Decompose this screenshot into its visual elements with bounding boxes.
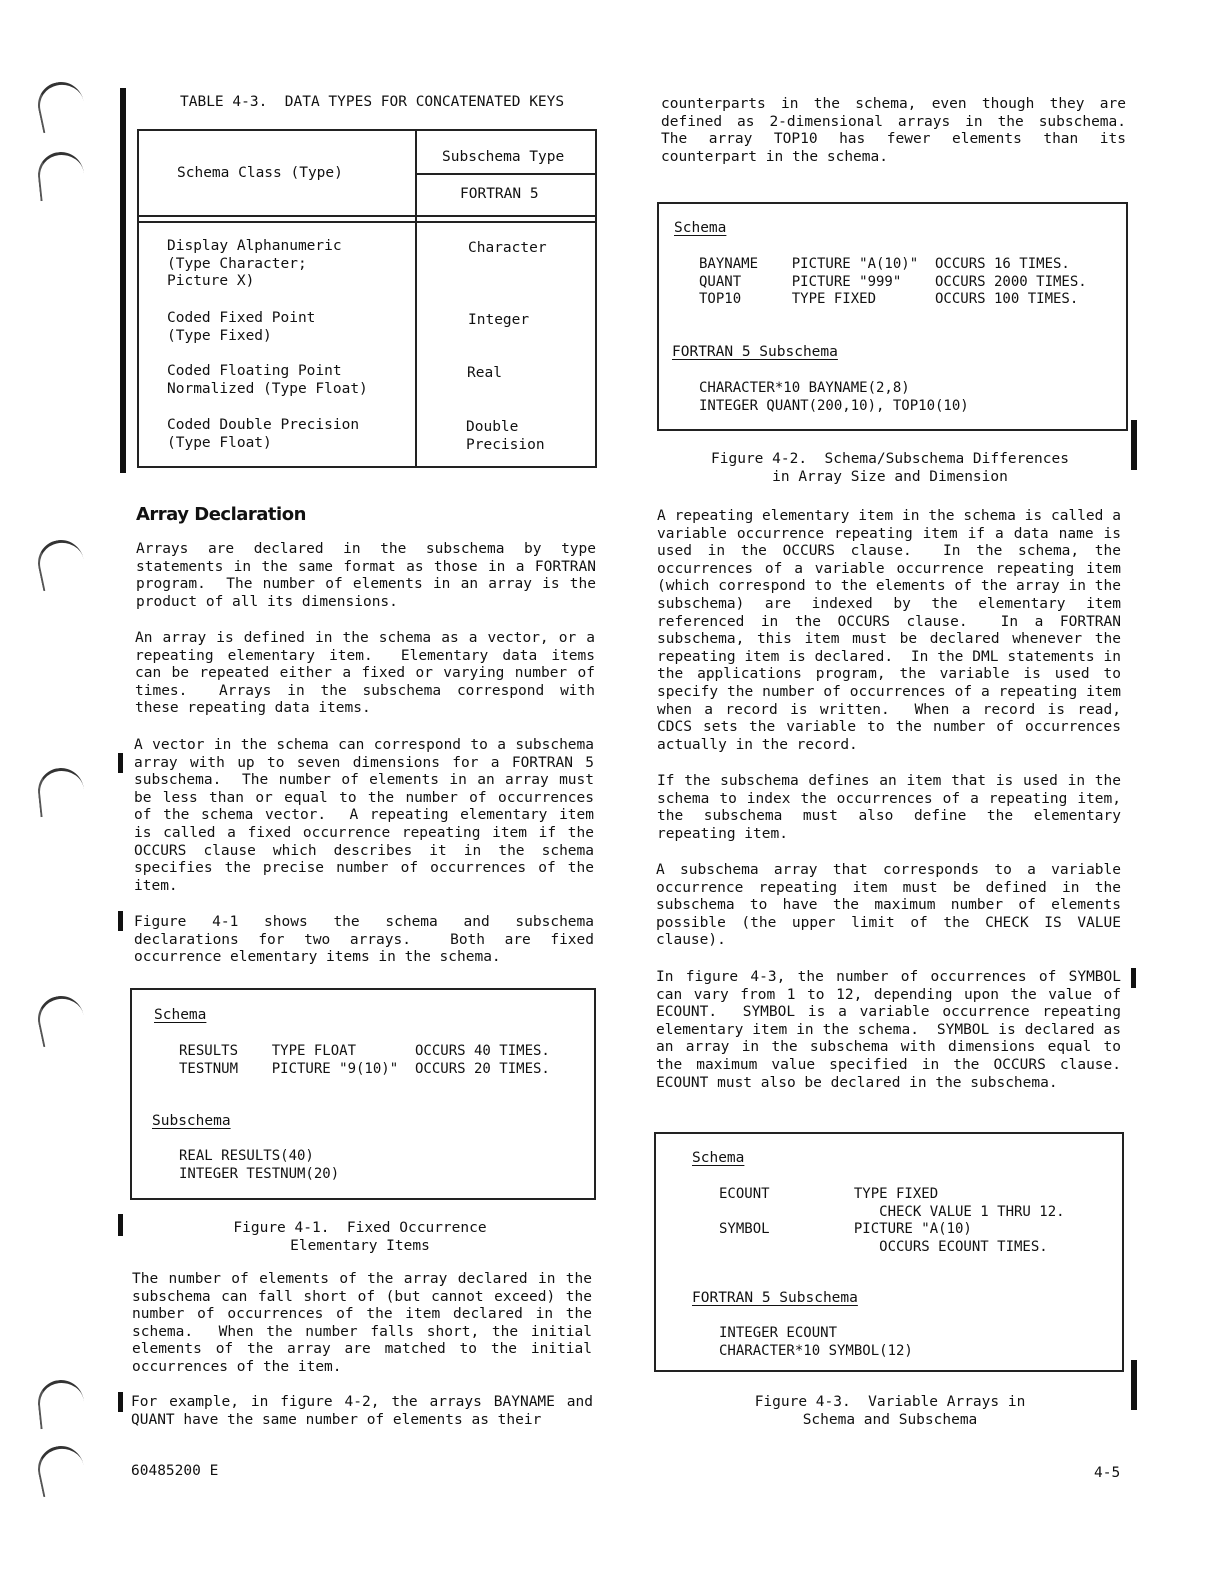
figure-4-2-box	[657, 202, 1128, 431]
figure-subschema-label: FORTRAN 5 Subschema	[692, 1290, 858, 1306]
paragraph: In figure 4-3, the number of occurrences of SYMBOL can vary from 1 to 12, depending upon the value of ECOUNT. SYMBOL is a variable occurrence repeating elementary item in the schema. SYMBOL is declared as an array in the subschema with dimensions equal to the maximum value specified in the OCCURS clause. ECOUNT must also be declared in the subschema.	[656, 969, 1139, 1091]
change-bar	[118, 911, 123, 931]
figure-4-1-box	[130, 988, 596, 1200]
binder-hole-mark	[34, 1442, 89, 1498]
paragraph: For example, in figure 4-2, the arrays BAYNAME and QUANT have the same number of elements as their	[131, 1394, 602, 1428]
data-types-table	[137, 129, 597, 468]
table-cell-schema: Coded Double Precision (Type Float)	[167, 417, 360, 451]
table-header-subschema-type: Subschema Type	[442, 149, 565, 165]
binder-hole-mark	[36, 766, 87, 818]
document-number: 60485200 E	[131, 1463, 219, 1479]
paragraph: A vector in the schema can correspond to a subschema array with up to seven dimensions for a FORTRAN 5 subschema. The number of elements in an array must be less than or equal to the number of occurrences of the schema vector. A repeating elementary item is called a fixed occurrence repeating item if the OCCURS clause which describes it in the schema specifies the precise number of occurrences of the item.	[134, 737, 603, 894]
figure-caption: Figure 4-3. Variable Arrays in Schema and Subschema	[754, 1394, 1026, 1428]
figure-subschema-code: REAL RESULTS(40) INTEGER TESTNUM(20)	[179, 1148, 340, 1182]
figure-subschema-code: CHARACTER*10 BAYNAME(2,8) INTEGER QUANT(200,10), TOP10(10)	[699, 380, 969, 414]
change-bar	[118, 1214, 123, 1236]
binder-hole-mark	[36, 150, 87, 202]
table-cell-schema: Display Alphanumeric (Type Character; Picture X)	[167, 238, 342, 290]
paragraph: The number of elements of the array declared in the subschema can fall short of (but cannot exceed) the number of occurrences of the item declared in the schema. When the number falls short, the initial elements of the array are matched to the initial occurrences of the item.	[132, 1271, 601, 1375]
change-bar	[1131, 420, 1137, 470]
change-bar	[1131, 1360, 1137, 1410]
paragraph: A repeating elementary item in the schema is called a variable occurrence repeating item if a data name is used in the OCCURS clause. In the schema, the occurrences of a variable occurrence repeating item (which correspond to the elements of the array in the subschema) are indexed by the elementary item referenced in the OCCURS clause. In a FORTRAN subschema, this item must be declared whenever the repeating item is declared. In the DML statements in the applications program, the variable is used to specify the number of occurrences of a repeating item when a record is written. When a record is read, CDCS sets the variable to the number of occurrences actually in the record.	[657, 508, 1130, 753]
figure-4-3-box	[654, 1132, 1124, 1372]
figure-subschema-code: INTEGER ECOUNT CHARACTER*10 SYMBOL(12)	[719, 1325, 913, 1359]
table-cell-subschema: Real	[467, 365, 502, 381]
change-bar	[120, 88, 126, 473]
paragraph: Arrays are declared in the subschema by type statements in the same format as those in a FORTRAN program. The number of elements in an array is the product of all its dimensions.	[136, 541, 605, 610]
table-header-schema-class: Schema Class (Type)	[177, 165, 343, 181]
paragraph: Figure 4-1 shows the schema and subschema declarations for two arrays. Both are fixed occurrence elementary items in the schema.	[134, 914, 603, 966]
figure-schema-code: BAYNAME PICTURE "A(10)" OCCURS 16 TIMES. QUANT PICTURE "999" OCCURS 2000 TIMES. TOP10 TYPE FIXED OCCURS 100 TIMES.	[699, 256, 1087, 308]
table-subheader-fortran5: FORTRAN 5	[460, 186, 539, 202]
paragraph: If the subschema defines an item that is used in the schema to index the occurrences of a repeating item, the subschema must also define the elementary repeating item.	[657, 773, 1130, 842]
figure-subschema-label: FORTRAN 5 Subschema	[672, 344, 838, 360]
figure-caption: Figure 4-1. Fixed Occurrence Elementary Items	[233, 1220, 487, 1254]
change-bar	[1131, 968, 1136, 988]
binder-hole-mark	[36, 1378, 87, 1430]
section-heading: Array Declaration	[136, 504, 306, 525]
figure-schema-label: Schema	[692, 1150, 745, 1166]
paragraph: An array is defined in the schema as a vector, or a repeating elementary item. Elementary data items can be repeated either a fixed or varying number of times. Arrays in the subschema correspond with these repeating data items.	[135, 630, 604, 717]
table-cell-subschema: Integer	[468, 312, 530, 328]
binder-hole-mark	[34, 536, 89, 592]
change-bar	[118, 753, 123, 773]
figure-subschema-label: Subschema	[152, 1113, 231, 1129]
figure-schema-code: RESULTS TYPE FLOAT OCCURS 40 TIMES. TESTNUM PICTURE "9(10)" OCCURS 20 TIMES.	[179, 1043, 550, 1077]
table-caption: TABLE 4-3. DATA TYPES FOR CONCATENATED KEYS	[180, 94, 565, 110]
binder-hole-mark	[34, 78, 89, 134]
figure-schema-code: ECOUNT TYPE FIXED CHECK VALUE 1 THRU 12. SYMBOL PICTURE "A(10) OCCURS ECOUNT TIMES.	[719, 1186, 1065, 1255]
paragraph: A subschema array that corresponds to a variable occurrence repeating item must be defined in the subschema to have the maximum number of elements possible (the upper limit of the CHECK IS VALUE clause).	[656, 862, 1130, 949]
figure-schema-label: Schema	[674, 220, 727, 236]
figure-caption: Figure 4-2. Schema/Subschema Differences in Array Size and Dimension	[711, 451, 1069, 485]
table-cell-schema: Coded Floating Point Normalized (Type Float)	[167, 363, 368, 397]
table-cell-subschema: Character	[468, 240, 547, 256]
paragraph: counterparts in the schema, even though they are defined as 2-dimensional arrays in the subschema. The array TOP10 has fewer elements than its counterpart in the schema.	[661, 96, 1144, 165]
table-cell-subschema: Double Precision	[466, 419, 545, 453]
table-cell-schema: Coded Fixed Point (Type Fixed)	[167, 310, 316, 344]
page-number: 4-5	[1094, 1465, 1121, 1481]
binder-hole-mark	[34, 992, 89, 1048]
figure-schema-label: Schema	[154, 1007, 207, 1023]
change-bar	[118, 1392, 123, 1412]
